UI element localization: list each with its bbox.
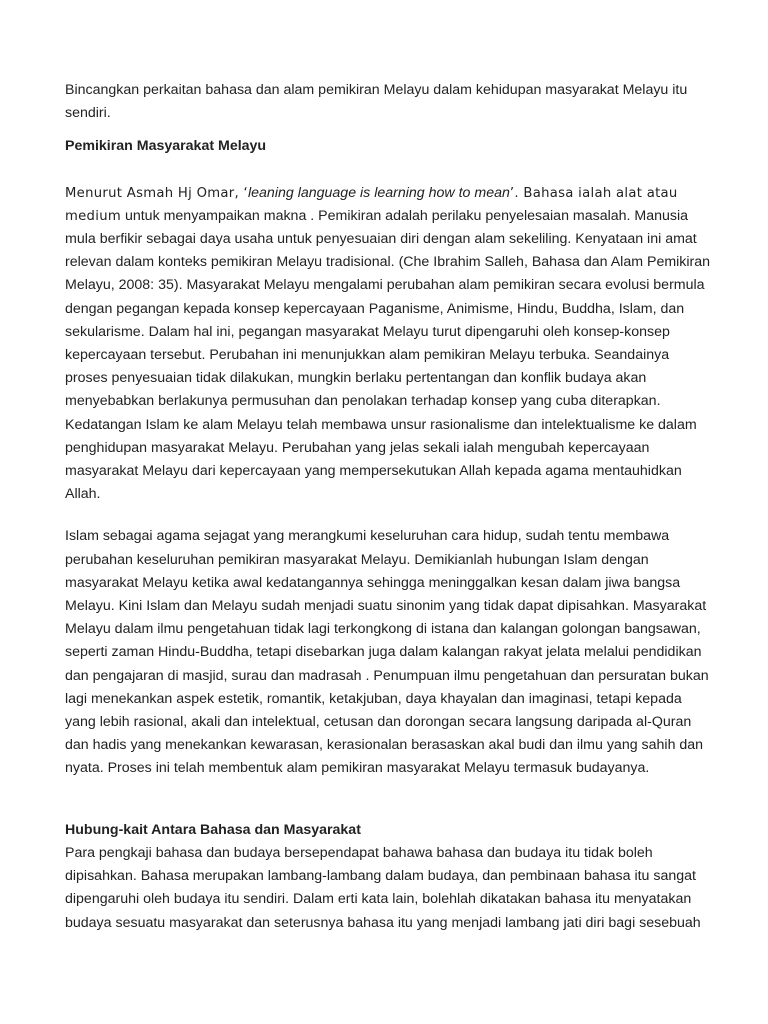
paragraph-1-lead: Menurut Asmah Hj Omar, ‘ <box>65 185 248 201</box>
spacer <box>65 125 713 135</box>
section-heading-hubung-kait: Hubung-kait Antara Bahasa dan Masyarakat <box>65 821 361 838</box>
spacer <box>65 781 713 819</box>
spacer <box>65 506 713 525</box>
spacer <box>65 159 713 182</box>
paragraph-3: Para pengkaji bahasa dan budaya bersependapat bahawa bahasa dan budaya itu tidak boleh dipisahkan. Bahasa merupakan lambang-lambang dalam budaya, dan pembinaan bahasa itu sangat dipengaruhi oleh budaya itu sendiri. Dalam erti kata lain, bolehlah dikatakan bahasa itu menyatakan budaya sesuatu masyarakat dan seterusnya bahasa itu yang menjadi lambang jati diri bagi sesebuah <box>65 844 701 931</box>
paragraph-1-after-quote: ’. Bahasa ialah alat atau medium <box>65 185 678 224</box>
document-page <box>65 79 713 935</box>
assignment-prompt: Bincangkan perkaitan bahasa dan alam pemikiran Melayu dalam kehidupan masyarakat Melayu itu sendiri. <box>65 82 688 122</box>
quoted-phrase: leaning language is learning how to mean <box>248 184 510 201</box>
paragraph-2: Islam sebagai agama sejagat yang merangkumi keseluruhan cara hidup, sudah tentu membawa perubahan keseluruhan pemikiran masyarakat Melayu. Demikianlah hubungan Islam dengan masyarakat Melayu ketika awal kedatangannya sehingga meninggalkan kesan dalam jiwa bangsa Melayu. Kini Islam dan Melayu sudah menjadi suatu sinonim yang tidak dapat dipisahkan. Masyarakat Melayu dalam ilmu pengetahuan tidak lagi terkongkong di istana dan kalangan golongan bangsawan, seperti zaman Hindu-Buddha, tetapi disebarkan juga dalam kalangan rakyat jelata melalui pendidikan dan pengajaran di masjid, surau dan madrasah . Penumpuan ilmu pengetahuan dan persuratan bukan lagi menekankan aspek estetik, romantik, ketakjuban, daya khayalan dan imaginasi, tetapi kepada yang lebih rasional, akali dan intelektual, cetusan dan dorongan secara langsung daripada al-Quran dan hadis yang menekankan kewarasan, kerasionalan berasaskan akal budi dan ilmu yang sahih dan nyata. Proses ini telah membentuk alam pemikiran masyarakat Melayu termasuk budayanya. <box>65 528 709 777</box>
paragraph-1-body: untuk menyampaikan makna . Pemikiran adalah perilaku penyelesaian masalah. Manusia mula berfikir sebagai daya usaha untuk penyesuaian diri dengan alam sekeliling. Kenyataan ini amat relevan dalam konteks pemikiran Melayu tradisional. (Che Ibrahim Salleh, Bahasa dan Alam Pemikiran Melayu, 2008: 35). Masyarakat Melayu mengalami perubahan alam pemikiran secara evolusi bermula dengan pegangan kepada konsep kepercayaan Paganisme, Animisme, Hindu, Buddha, Islam, dan sekularisme. Dalam hal ini, pegangan masyarakat Melayu turut dipengaruhi oleh konsep-konsep kepercayaan tersebut. Perubahan ini menunjukkan alam pemikiran Melayu terbuka. Seandainya proses penyesuaian tidak dilakukan, mungkin berlaku pertentangan dan konflik budaya akan menyebabkan berlakunya permusuhan dan penolakan terhadap konsep yang cuba diterapkan. Kedatangan Islam ke alam Melayu telah membawa unsur rasionalisme dan intelektualisme ke dalam penghidupan masyarakat Melayu. Perubahan yang jelas sekali ialah mengubah kepercayaan masyarakat Melayu dari kepercayaan yang mempersekutukan Allah kepada agama mentauhidkan Allah. <box>65 207 711 503</box>
paragraph-1 <box>65 182 713 507</box>
section-heading-pemikiran: Pemikiran Masyarakat Melayu <box>65 138 267 155</box>
